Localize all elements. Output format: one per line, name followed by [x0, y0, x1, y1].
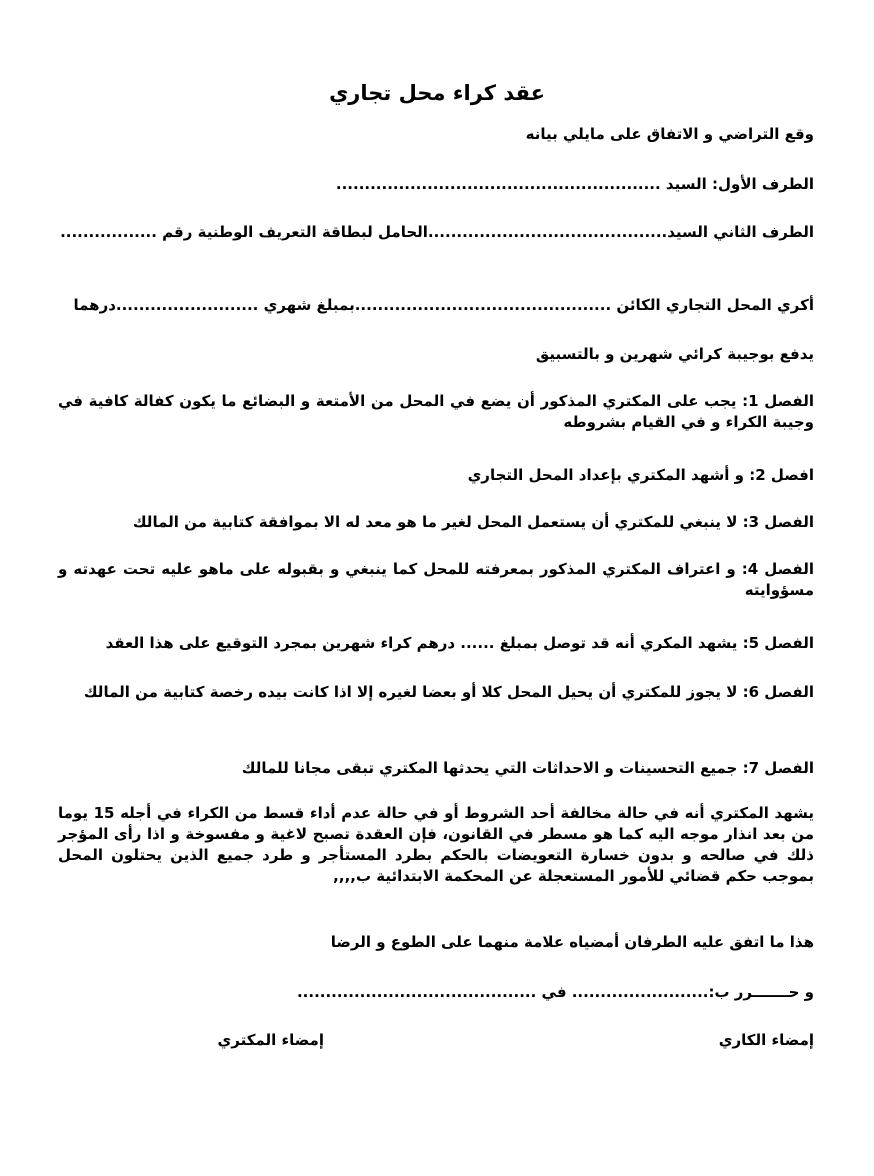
article-4: الفصل 4: و اعتراف المكتري المذكور بمعرفته للمحل كما ينبغي و بقبوله على ماهو عليه تحت عهدته و مسؤوايته: [58, 560, 814, 599]
payment-line: يدفع بوجيبة كرائي شهرين و بالتسبيق: [535, 345, 814, 363]
signature-lessor: إمضاء الكاري: [718, 1031, 814, 1049]
signature-tenant: إمضاء المكتري: [217, 1031, 324, 1049]
party-two-line: الطرف الثاني السيد..........................................الحامل لبطاقة التعريف الوطنية رقم .................: [60, 223, 814, 241]
article-1: الفصل 1: يجب على المكتري المذكور أن يضع في المحل من الأمتعة و البضائع ما يكون كفالة كافية في وجيبة الكراء و في القيام بشروطه: [58, 392, 814, 431]
penalty-clause: يشهد المكتري أنه في حالة مخالفة أحد الشروط أو في حالة عدم أداء قسط من الكراء في أجله 15 يوما من بعد انذار موجه اليه كما هو مسطر في القانون، فإن العقدة تصبح لاغية و مفسوخة و اذا رأى المؤجر ذلك في صالحه و بدون خسارة التعويضات بالحكم بطرد المستأجر و طرد جميع الذين يحتلون المحل بموجب حكم قضائي للأمور المستعجلة عن المحكمة الابتدائية ب,,,,: [58, 804, 814, 885]
article-5: الفصل 5: يشهد المكري أنه قد توصل بمبلغ ...... درهم كراء شهرين بمجرد التوقيع على هذا العقد: [105, 634, 814, 652]
article-3: الفصل 3: لا ينبغي للمكتري أن يستعمل المحل لغير ما هو معد له الا بموافقة كتابية من المالك: [132, 513, 814, 531]
document-title: عقد كراء محل تجاري: [329, 81, 545, 105]
party-one-line: الطرف الأول: السيد .........................................................: [335, 175, 814, 193]
signature-row: [58, 1030, 814, 1054]
article-6: الفصل 6: لا يجوز للمكتري أن يحيل المحل كلا أو بعضا لغيره إلا اذا كانت بيده رخصة كتابية من المالك: [83, 683, 814, 701]
intro-line: وقع التراضي و الاتفاق على مايلي بيانه: [525, 125, 814, 143]
article-2: افصل 2: و أشهد المكتري بإعداد المحل التجاري: [467, 466, 814, 484]
agreement-line: هذا ما اتفق عليه الطرفان أمضياه علامة منهما على الطوع و الرضا: [330, 933, 814, 951]
article-7: الفصل 7: جميع التحسينات و الاحداثات التي يحدثها المكتري تبقى مجانا للمالك: [241, 759, 814, 777]
rental-line: أكري المحل التجاري الكائن .............................................بمبلغ شهري .........................درهما: [73, 296, 814, 314]
written-at-line: و حـــــــرر ب:........................ في ..........................................: [296, 983, 814, 1001]
